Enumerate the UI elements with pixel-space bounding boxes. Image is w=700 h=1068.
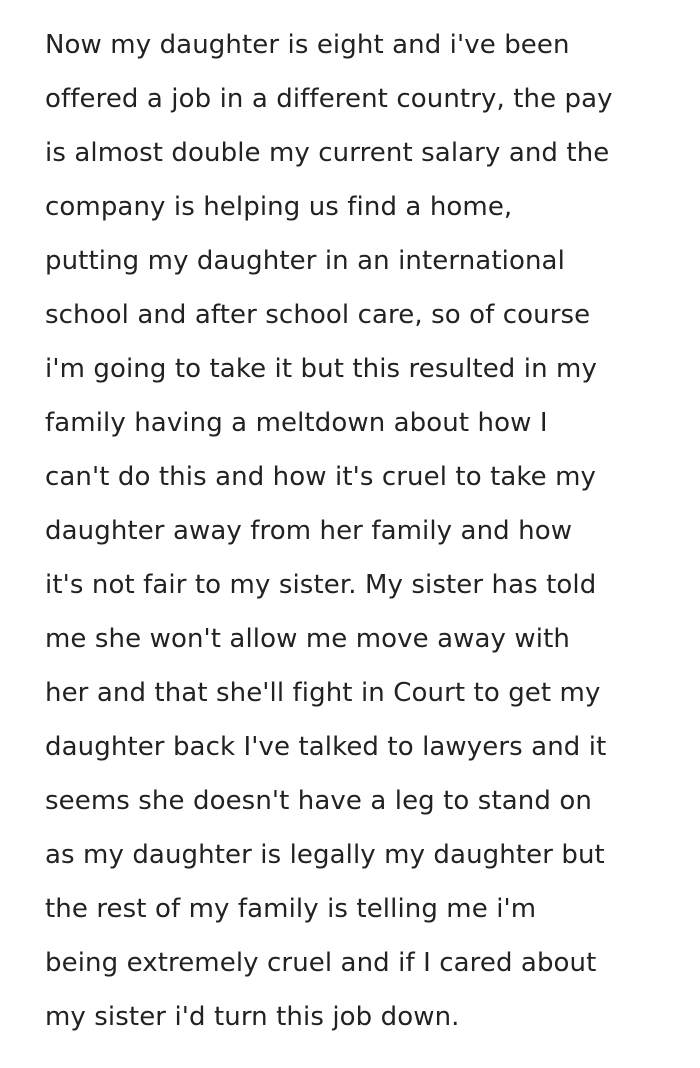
text-line: company is helping us find a home, <box>45 192 513 222</box>
text-line: her and that she'll fight in Court to get my <box>45 678 601 708</box>
text-line: daughter away from her family and how <box>45 516 573 546</box>
text-line: me she won't allow me move away with <box>45 624 570 654</box>
text-line: my sister i'd turn this job down. <box>45 1002 460 1032</box>
text-line: as my daughter is legally my daughter but <box>45 840 605 870</box>
text-line: it's not fair to my sister. My sister has told <box>45 570 597 600</box>
text-line: i'm going to take it but this resulted in my <box>45 354 597 384</box>
text-line: seems she doesn't have a leg to stand on <box>45 786 592 816</box>
text-line: daughter back I've talked to lawyers and it <box>45 732 607 762</box>
text-line: can't do this and how it's cruel to take my <box>45 462 597 492</box>
text-line: offered a job in a different country, the pay <box>45 84 613 114</box>
text-line: is almost double my current salary and the <box>45 138 610 168</box>
text-line: being extremely cruel and if I cared about <box>45 948 597 978</box>
text-line: putting my daughter in an international <box>45 246 565 276</box>
text-line: family having a meltdown about how I <box>45 408 548 438</box>
text-line: the rest of my family is telling me i'm <box>45 894 537 924</box>
post-body-text <box>45 18 695 1044</box>
text-line: school and after school care, so of course <box>45 300 591 330</box>
text-line: Now my daughter is eight and i've been <box>45 30 570 60</box>
